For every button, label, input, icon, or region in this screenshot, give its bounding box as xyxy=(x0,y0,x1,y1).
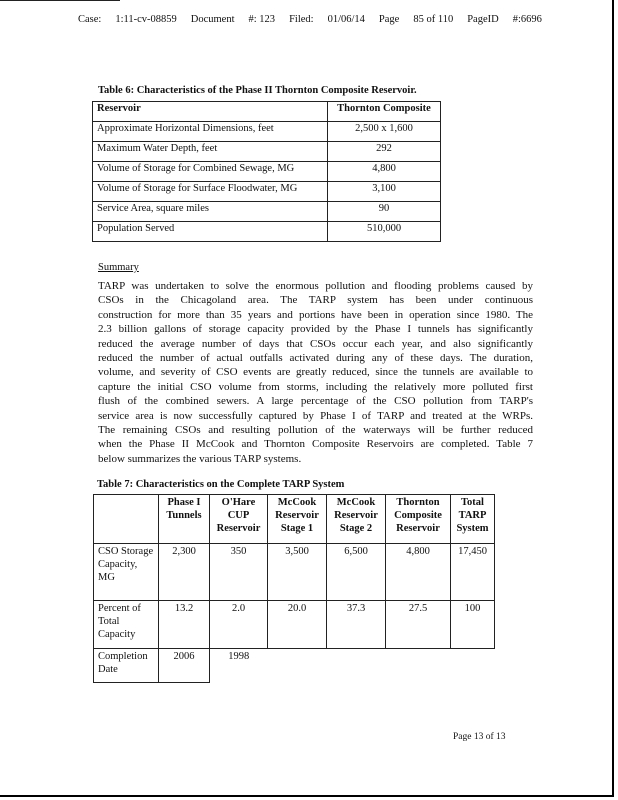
column-header: Phase I Tunnels xyxy=(159,495,210,544)
paragraph-line: volume, and severity of CSO events are greatly reduced, since the tunnels are available to xyxy=(98,366,533,379)
row-label: Percent of Total Capacity xyxy=(94,601,159,649)
paragraph-line: construction for more than 35 years and portions have been in operation since 1980. The xyxy=(98,308,533,321)
paragraph-line: reduced the number of actual outfalls activated during any of these days. The duration, xyxy=(98,352,533,365)
empty-cell xyxy=(268,649,495,683)
cell: 292 xyxy=(328,142,441,162)
page-border-bottom xyxy=(0,795,614,797)
paragraph-line: when the Phase II McCook and Thornton Composite Reservoirs are completed. Table 7 xyxy=(98,438,533,451)
cell: 27.5 xyxy=(386,601,451,649)
cell: 2006 xyxy=(159,649,210,683)
court-filing-header xyxy=(78,14,556,25)
page-count: 85 of 110 xyxy=(413,14,454,25)
column-header: McCook Reservoir Stage 1 xyxy=(268,495,327,544)
pageid-number: #:6696 xyxy=(512,14,542,25)
row-label: Completion Date xyxy=(94,649,159,683)
table-header-row xyxy=(93,102,441,122)
paragraph-line: service area is now successfully captured by Phase I of TARP and treated at the WRPs. xyxy=(98,409,533,422)
table-header-row xyxy=(94,495,495,544)
pageid-label: PageID xyxy=(467,14,499,25)
cell: Service Area, square miles xyxy=(93,202,328,222)
table-row xyxy=(93,202,441,222)
summary-heading: Summary xyxy=(98,262,139,273)
cell: 1998 xyxy=(210,649,268,683)
cell: 2,300 xyxy=(159,544,210,601)
table-row xyxy=(93,222,441,242)
column-header xyxy=(94,495,159,544)
paragraph-line: below summarizes the various TARP systems. xyxy=(98,452,302,465)
cell: 350 xyxy=(210,544,268,601)
cell: 4,800 xyxy=(328,162,441,182)
cell: 3,500 xyxy=(268,544,327,601)
column-header: Total TARP System xyxy=(451,495,495,544)
page-label: Page xyxy=(378,14,400,25)
document-label: Document xyxy=(190,14,235,25)
table-row xyxy=(94,544,495,601)
table7 xyxy=(93,494,495,683)
table6 xyxy=(92,101,441,242)
table6-caption: Table 6: Characteristics of the Phase II Thornton Composite Reservoir. xyxy=(98,85,417,96)
cell: 13.2 xyxy=(159,601,210,649)
paragraph-line: TARP was undertaken to solve the enormous pollution and flooding problems caused by xyxy=(98,280,533,292)
scan-artifact-line xyxy=(0,0,120,1)
summary-paragraph xyxy=(98,279,533,466)
paragraph-line: 2.3 billion gallons of storage capacity provided by the Phase I tunnels has significantly xyxy=(98,323,533,336)
cell: 2.0 xyxy=(210,601,268,649)
table-row xyxy=(93,162,441,182)
cell: Volume of Storage for Combined Sewage, MG xyxy=(93,162,328,182)
row-label: CSO Storage Capacity, MG xyxy=(94,544,159,601)
paragraph-line: reduced the average number of days that CSOs occur each year, and also significantly xyxy=(98,337,533,350)
cell: 17,450 xyxy=(451,544,495,601)
table-row xyxy=(93,122,441,142)
page-footer: Page 13 of 13 xyxy=(453,732,506,742)
table-row xyxy=(94,649,495,683)
case-label: Case: xyxy=(78,14,102,25)
cell: Approximate Horizontal Dimensions, feet xyxy=(93,122,328,142)
cell: 20.0 xyxy=(268,601,327,649)
column-header: Reservoir xyxy=(93,102,328,122)
cell: 100 xyxy=(451,601,495,649)
paragraph-line: The remaining CSOs and resulting pollution of the waterways will be further reduced xyxy=(98,424,533,437)
cell: 37.3 xyxy=(327,601,386,649)
cell: Maximum Water Depth, feet xyxy=(93,142,328,162)
column-header: Thornton Composite xyxy=(328,102,441,122)
table-row xyxy=(93,142,441,162)
document-number: #: 123 xyxy=(248,14,276,25)
cell: 90 xyxy=(328,202,441,222)
cell: Population Served xyxy=(93,222,328,242)
filed-label: Filed: xyxy=(289,14,314,25)
cell: 3,100 xyxy=(328,182,441,202)
filed-date: 01/06/14 xyxy=(327,14,365,25)
table-row xyxy=(94,601,495,649)
table7-caption: Table 7: Characteristics on the Complete TARP System xyxy=(97,479,345,490)
page-border-right xyxy=(612,0,614,796)
cell: 510,000 xyxy=(328,222,441,242)
column-header: Thornton Composite Reservoir xyxy=(386,495,451,544)
cell: 2,500 x 1,600 xyxy=(328,122,441,142)
case-number: 1:11-cv-08859 xyxy=(115,14,177,25)
column-header: O'Hare CUP Reservoir xyxy=(210,495,268,544)
cell: Volume of Storage for Surface Floodwater, MG xyxy=(93,182,328,202)
paragraph-line: flush of the combined sewers. A large percentage of the CSO pollution from TARP's xyxy=(98,395,533,408)
cell: 4,800 xyxy=(386,544,451,601)
column-header: McCook Reservoir Stage 2 xyxy=(327,495,386,544)
table-row xyxy=(93,182,441,202)
paragraph-line: capture the initial CSO volume from storms, including the relatively more polluted first xyxy=(98,380,533,393)
cell: 6,500 xyxy=(327,544,386,601)
paragraph-line: CSOs in the Chicagoland area. The TARP system has been under continuous xyxy=(98,294,533,307)
